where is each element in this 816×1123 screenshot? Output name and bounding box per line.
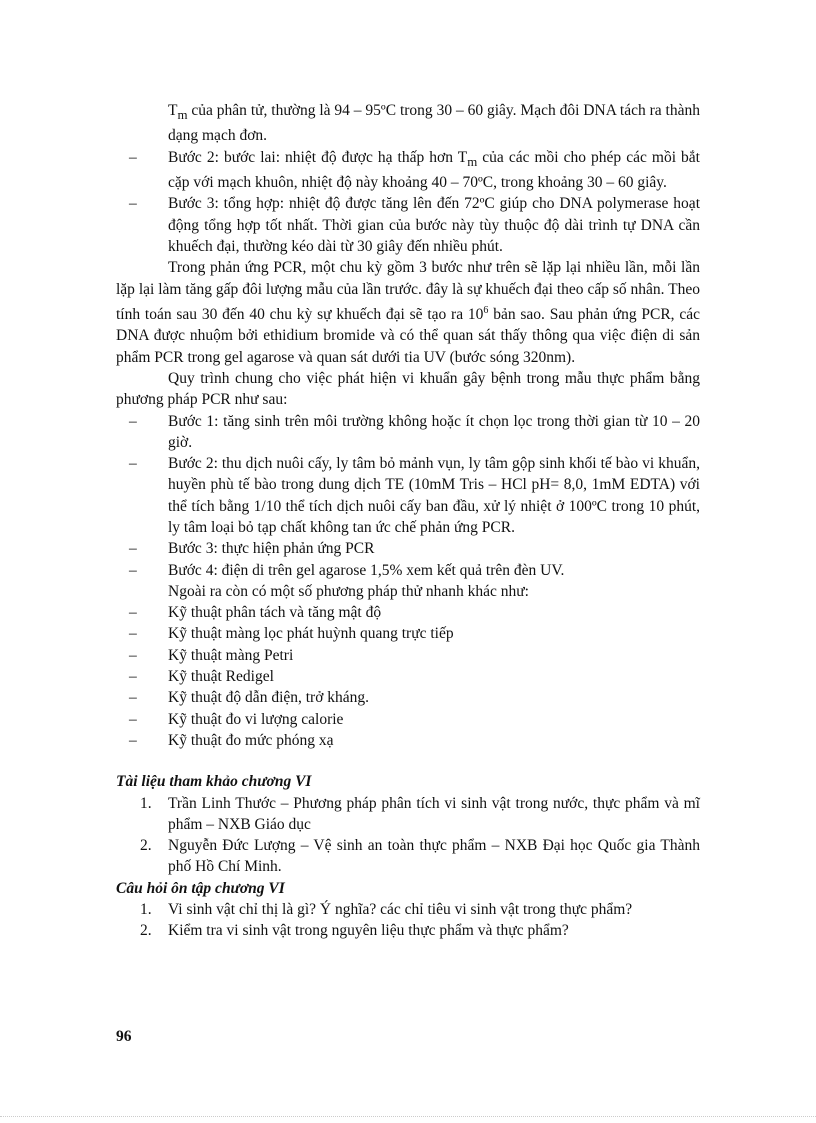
reference-item (116, 793, 700, 836)
question-text: Kiểm tra vi sinh vật trong nguyên liệu thực phẩm và thực phẩm? (168, 922, 569, 940)
reference-text: Trần Linh Thước – Phương pháp phân tích vi sinh vật trong nước, thực phẩm và mĩ phẩm – NXB Giáo dục (168, 794, 700, 833)
dash-marker: – (129, 731, 137, 749)
method-item (116, 666, 700, 687)
method-text: Kỹ thuật phân tách và tăng mật độ (168, 604, 382, 622)
dash-marker: – (129, 668, 137, 686)
tm-line-pre: T (168, 102, 178, 119)
list-number: 2. (140, 922, 152, 940)
pcr-cycle-text: Trong phản ứng PCR, một chu kỳ gồm 3 bước như trên sẽ lặp lại nhiều lần, mỗi lần lặp lại làm tăng gấp đôi lượng mẫu của lần trước. đây là sự khuếch đại theo cấp số nhân. Theo tính toán sau 30 đến 40 chu kỳ sự khuếch đại sẽ tạo ra 10 (116, 259, 700, 324)
references-heading: Tài liệu tham khảo chương VI (116, 773, 312, 791)
method-item (116, 623, 700, 644)
pcr-cycle-text-cont: bản sao. Sau phản ứng PCR, các DNA được nhuộm bởi ethidium bromide và có thể quan sát thấy thông qua việc điện di sản phẩm PCR trong gel agarose và quan sát dưới tia UV (bước sóng 320nm). (116, 306, 700, 366)
list-number: 1. (140, 794, 152, 812)
method-item (116, 709, 700, 730)
pcr-step-2-text-cont: của các mồi cho phép các mồi bắt cặp với mạch khuôn, nhiệt độ này khoảng 40 – 70ºC, trong khoảng 30 – 60 giây. (168, 148, 700, 192)
detect-step-2 (116, 453, 700, 538)
review-question (116, 899, 700, 920)
question-text: Vi sinh vật chỉ thị là gì? Ý nghĩa? các chỉ tiêu vi sinh vật trong thực phẩm? (168, 901, 633, 919)
method-text: Kỹ thuật Redigel (168, 668, 274, 686)
dash-marker: – (129, 646, 137, 664)
dash-marker: – (129, 412, 137, 430)
reference-text: Nguyễn Đức Lượng – Vệ sinh an toàn thực phẩm – NXB Đại học Quốc gia Thành phố Hồ Chí Minh. (168, 837, 700, 876)
method-item (116, 602, 700, 623)
exponent: 6 (483, 304, 489, 316)
dash-marker: – (129, 604, 137, 622)
list-number: 1. (140, 901, 152, 919)
pcr-cycle-paragraph (116, 257, 700, 368)
method-item (116, 730, 700, 751)
pcr-step-2-text: Bước 2: bước lai: nhiệt độ được hạ thấp hơn T (168, 148, 468, 166)
dash-marker: – (129, 710, 137, 728)
tm-denaturation-text (116, 100, 700, 147)
method-text: Kỹ thuật màng lọc phát huỳnh quang trực tiếp (168, 625, 454, 643)
method-text: Kỹ thuật đo vi lượng calorie (168, 710, 344, 728)
dash-marker: – (129, 195, 137, 213)
reference-item (116, 835, 700, 878)
detect-step-text: Bước 2: thu dịch nuôi cấy, ly tâm bỏ mảnh vụn, ly tâm gộp sinh khối tế bào vi khuẩn, huyền phù tế bào trong dung dịch TE (10mM Tris – HCl pH= 8,0, 1mM EDTA) với thể tích bằng 1/10 thể tích dịch nuôi cấy ban đầu, xử lý nhiệt ở 100ºC trong 10 phút, ly tâm loại bỏ tạp chất không tan ức chế phản ứng PCR. (168, 455, 700, 536)
review-question (116, 920, 700, 941)
list-number: 2. (140, 837, 152, 855)
dash-marker: – (129, 561, 137, 579)
method-text: Kỹ thuật đo mức phóng xạ (168, 731, 334, 749)
other-methods-intro: Ngoài ra còn có một số phương pháp thử nhanh khác như: (168, 582, 529, 600)
review-heading: Câu hỏi ôn tập chương VI (116, 879, 285, 897)
method-item (116, 645, 700, 666)
method-text: Kỹ thuật màng Petri (168, 646, 294, 664)
detect-step-1 (116, 411, 700, 454)
pcr-step-2 (116, 147, 700, 194)
dash-marker: – (129, 689, 137, 707)
tm-subscript: m (467, 153, 478, 169)
method-item (116, 687, 700, 708)
detect-step-text: Bước 3: thực hiện phản ứng PCR (168, 540, 375, 558)
procedure-paragraph: Quy trình chung cho việc phát hiện vi khuẩn gây bệnh trong mẫu thực phẩm bằng phương pháp PCR như sau: (116, 369, 700, 409)
detect-step-text: Bước 4: điện di trên gel agarose 1,5% xem kết quả trên đèn UV. (168, 561, 565, 579)
dash-marker: – (129, 540, 137, 558)
pcr-step-3 (116, 193, 700, 257)
pcr-step-3-text: Bước 3: tổng hợp: nhiệt độ được tăng lên đến 72ºC giúp cho DNA polymerase hoạt động tổng hợp tốt nhất. Thời gian của bước này tùy thuộc độ dài trình tự DNA cần khuếch đại, thường kéo dài từ 30 giây đến nhiều phút. (168, 195, 700, 255)
dash-marker: – (129, 625, 137, 643)
detect-step-4 (116, 560, 700, 581)
detect-step-text: Bước 1: tăng sinh trên môi trường không hoặc ít chọn lọc trong thời gian từ 10 – 20 giờ. (168, 412, 700, 451)
tm-line-post: của phân tử, thường là 94 – 95ºC trong 30 – 60 giây. Mạch đôi DNA tách ra thành dạng mạch đơn. (168, 102, 700, 145)
page-number: 96 (116, 1028, 132, 1045)
detect-step-3 (116, 538, 700, 559)
page-content (116, 100, 700, 942)
dash-marker: – (129, 455, 137, 473)
dash-marker: – (129, 148, 137, 166)
bottom-divider (0, 1116, 816, 1117)
tm-subscript: m (177, 107, 188, 123)
method-text: Kỹ thuật độ dẫn điện, trở kháng. (168, 689, 370, 707)
